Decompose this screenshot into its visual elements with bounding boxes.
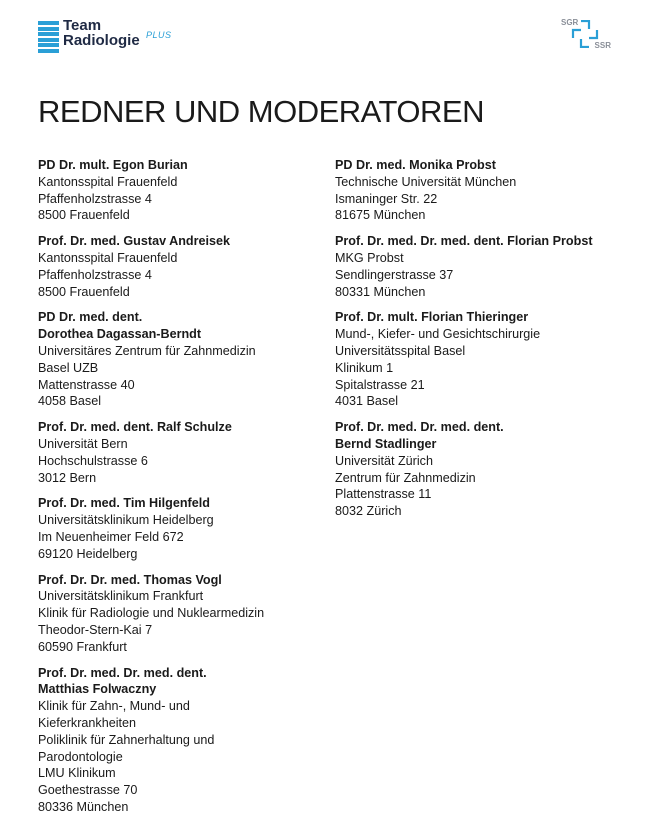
- logo-line-1: Team: [63, 17, 102, 34]
- speaker-address-line: 8500 Frauenfeld: [38, 284, 130, 299]
- speaker-address-line: Pfaffenholzstrasse 4: [38, 267, 152, 282]
- speaker-address-line: Poliklinik für Zahnerhaltung und: [38, 732, 215, 747]
- speaker-address-line: 4031 Basel: [335, 394, 399, 409]
- speakers-right-column: [335, 157, 635, 529]
- speaker-entry: [38, 419, 318, 486]
- speaker-entry: [335, 419, 635, 520]
- speaker-entry: [38, 157, 318, 224]
- speaker-address-line: Klinikum 1: [335, 360, 394, 375]
- speaker-address-line: Kantonsspital Frauenfeld: [38, 174, 178, 189]
- speaker-address-line: Plattenstrasse 11: [335, 487, 432, 502]
- speaker-entry: [335, 233, 635, 300]
- speaker-address-line: Parodontologie: [38, 749, 123, 764]
- speaker-address-line: 69120 Heidelberg: [38, 546, 138, 561]
- speaker-address-line: Universitäres Zentrum für Zahnmedizin: [38, 343, 256, 358]
- speaker-address-line: Universitätsspital Basel: [335, 343, 466, 358]
- speaker-entry: [335, 309, 635, 410]
- speaker-name: Prof. Dr. med. Dr. med. dent. Florian Probst: [335, 234, 593, 249]
- speaker-address-line: Universitätsklinikum Frankfurt: [38, 589, 204, 604]
- speaker-address-line: Mund-, Kiefer- und Gesichtschirurgie: [335, 327, 541, 342]
- speaker-address-line: Theodor-Stern-Kai 7: [38, 622, 153, 637]
- speaker-address-line: Universität Bern: [38, 436, 128, 451]
- speaker-address-line: Ismaninger Str. 22: [335, 191, 438, 206]
- speaker-address-line: Universität Zürich: [335, 453, 433, 468]
- speaker-name: PD Dr. med. Monika Probst: [335, 158, 496, 172]
- speaker-name: Prof. Dr. med. Dr. med. dent. Matthias Folwaczny: [38, 665, 207, 697]
- speaker-address-line: Technische Universität München: [335, 174, 517, 189]
- speaker-address-line: Zentrum für Zahnmedizin: [335, 470, 476, 485]
- logo-line-2: Radiologie: [63, 32, 140, 49]
- page-title: REDNER UND MODERATOREN: [38, 94, 484, 129]
- speaker-address-line: 8032 Zürich: [335, 504, 402, 519]
- speaker-address-line: Klinik für Zahn-, Mund- und: [38, 699, 190, 714]
- speaker-address-line: Hochschulstrasse 6: [38, 453, 148, 468]
- sgr-text: SGR: [561, 18, 579, 27]
- speaker-address-line: 3012 Bern: [38, 470, 97, 485]
- speaker-address-line: Basel UZB: [38, 360, 99, 375]
- speaker-name: PD Dr. mult. Egon Burian: [38, 158, 188, 172]
- speaker-address-line: 60590 Frankfurt: [38, 639, 127, 654]
- speaker-address-line: Kieferkrankheiten: [38, 715, 137, 730]
- speaker-address-line: Pfaffenholzstrasse 4: [38, 191, 152, 206]
- speaker-name: Prof. Dr. med. Dr. med. dent. Bernd Stadlinger: [335, 420, 504, 451]
- speaker-entry: [38, 665, 318, 816]
- speakers-left-column: [38, 157, 318, 825]
- sgr-ssr-logo: [561, 18, 611, 50]
- speaker-address-line: 81675 München: [335, 208, 426, 223]
- speaker-address-line: Sendlingerstrasse 37: [335, 267, 454, 282]
- speaker-name: PD Dr. med. dent. Dorothea Dagassan-Berndt: [38, 310, 202, 342]
- speaker-address-line: 80331 München: [335, 284, 426, 299]
- speaker-name: Prof. Dr. mult. Florian Thieringer: [335, 310, 529, 325]
- speaker-address-line: 4058 Basel: [38, 394, 102, 409]
- speaker-name: Prof. Dr. med. dent. Ralf Schulze: [38, 420, 232, 435]
- speaker-address-line: Im Neuenheimer Feld 672: [38, 529, 184, 544]
- speaker-entry: [335, 157, 635, 224]
- speaker-entry: [38, 233, 318, 300]
- speaker-address-line: MKG Probst: [335, 250, 404, 265]
- speaker-name: Prof. Dr. med. Tim Hilgenfeld: [38, 496, 210, 511]
- speaker-address-line: Mattenstrasse 40: [38, 377, 135, 392]
- speaker-address-line: Goethestrasse 70: [38, 783, 138, 798]
- speaker-address-line: Universitätsklinikum Heidelberg: [38, 513, 214, 528]
- bars-icon: [38, 21, 59, 55]
- speaker-entry: [38, 309, 318, 410]
- speaker-address-line: 80336 München: [38, 799, 129, 814]
- speaker-address-line: Kantonsspital Frauenfeld: [38, 250, 178, 265]
- speaker-name: Prof. Dr. Dr. med. Thomas Vogl: [38, 572, 222, 587]
- speaker-entry: [38, 495, 318, 562]
- team-radiologie-logo: [38, 17, 172, 55]
- speaker-address-line: 8500 Frauenfeld: [38, 208, 130, 223]
- speaker-name: Prof. Dr. med. Gustav Andreisek: [38, 234, 230, 249]
- speaker-address-line: Spitalstrasse 21: [335, 377, 425, 392]
- logo-plus: PLUS: [146, 30, 172, 40]
- speaker-address-line: Klinik für Radiologie und Nuklearmedizin: [38, 606, 265, 621]
- speaker-address-line: LMU Klinikum: [38, 766, 116, 781]
- speaker-entry: [38, 572, 318, 656]
- ssr-text: SSR: [594, 41, 611, 50]
